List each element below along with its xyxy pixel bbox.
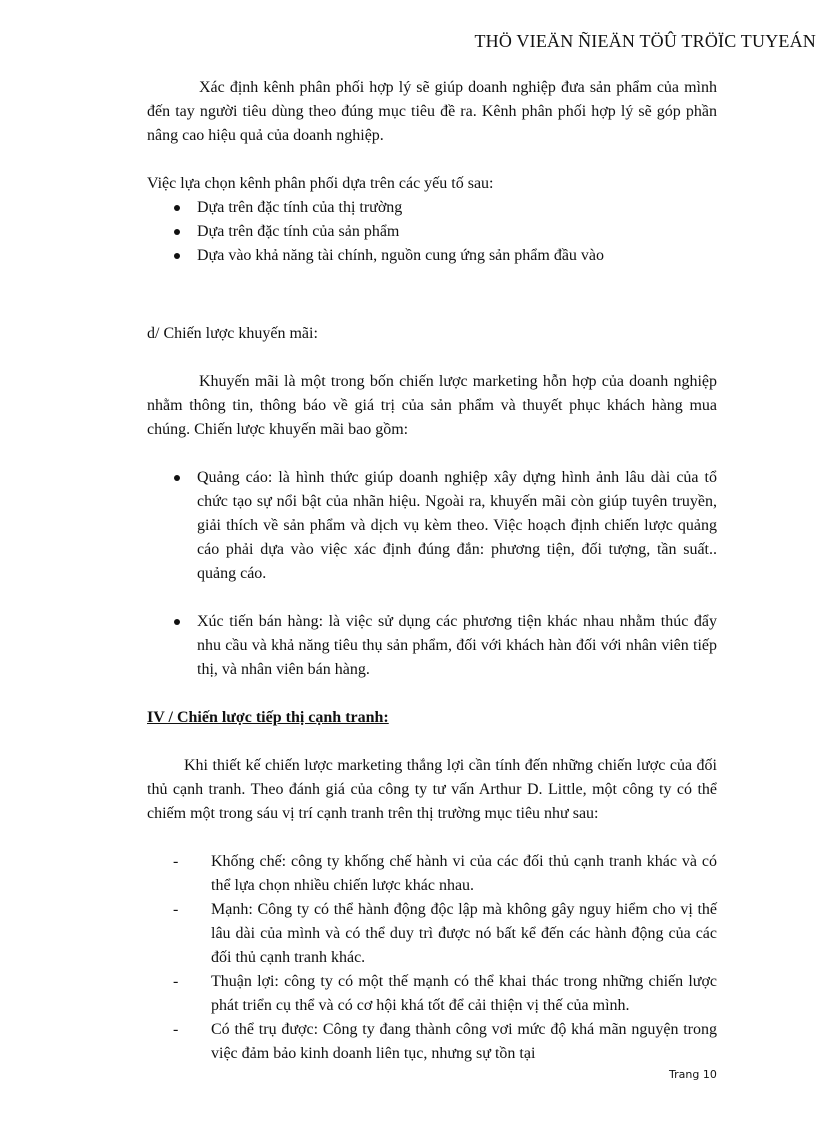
list-item — [147, 850, 717, 898]
page-header-title: THÖ VIEÄN ÑIEÄN TÖÛ TRÖÏC TUYEÁN — [474, 31, 816, 51]
paragraph-channel-selection: Việc lựa chọn kênh phân phối dựa trên các yếu tố sau: — [147, 175, 494, 192]
page-number: Trang 10 — [669, 1068, 717, 1081]
list-item-text: Thuận lợi: công ty có một thế mạnh có thể khai thác trong những chiến lược phát triển cụ thể và có cơ hội khá tốt để cải thiện vị thế của mình. — [211, 973, 717, 1014]
promotion-list — [147, 466, 717, 682]
subheading-promotion: d/ Chiến lược khuyến mãi: — [147, 325, 318, 342]
dash-marker: - — [173, 973, 179, 990]
list-item — [147, 898, 717, 970]
paragraph-promotion: Khuyến mãi là một trong bốn chiến lược marketing hỗn hợp của doanh nghiệp nhằm thông tin, thông báo về giá trị của sản phẩm và thuyết phục khách hàng mua chúng. Chiến lược khuyến mãi bao gồm: — [147, 373, 717, 438]
list-item — [147, 970, 717, 1018]
dash-marker: - — [173, 853, 179, 870]
list-item: Dựa trên đặc tính của sản phẩm — [147, 220, 717, 244]
list-item: Quảng cáo: là hình thức giúp doanh nghiệp xây dựng hình ảnh lâu dài của tổ chức tạo sự nổi bật của nhãn hiệu. Ngoài ra, khuyến mãi còn giúp tuyên truyền, giải thích về sản phẩm và dịch vụ kèm theo. Việc hoạch định chiến lược quảng cáo phải dựa vào việc xác định đúng đắn: phương tiện, đối tượng, tần suất.. quảng cáo. — [147, 466, 717, 586]
channel-factor-list — [147, 196, 717, 268]
dash-marker: - — [173, 1021, 179, 1038]
list-item — [147, 1018, 717, 1066]
list-item-text: Mạnh: Công ty có thể hành động độc lập mà không gây nguy hiểm cho vị thế lâu dài của mình và có thể duy trì được nó bất kể đến các hành động của các đối thủ cạnh tranh khác. — [211, 901, 717, 966]
section-heading-competitive-marketing: IV / Chiến lược tiếp thị cạnh tranh: — [147, 709, 389, 726]
dash-marker: - — [173, 901, 179, 918]
competitive-position-list — [147, 850, 717, 1066]
list-item: Xúc tiến bán hàng: là việc sử dụng các phương tiện khác nhau nhằm thúc đẩy nhu cầu và khả năng tiêu thụ sản phẩm, đối với khách hàn đối với nhân viên tiếp thị, và nhân viên bán hàng. — [147, 610, 717, 682]
paragraph-competitive: Khi thiết kế chiến lược marketing thắng lợi cần tính đến những chiến lược của đối thủ cạnh tranh. Theo đánh giá của công ty tư vấn Arthur D. Little, một công ty có thể chiếm một trong sáu vị trí cạnh tranh trên thị trường mục tiêu như sau: — [147, 757, 717, 822]
document-body — [147, 76, 717, 1066]
list-item-text: Có thể trụ được: Công ty đang thành công vơi mức độ khá mãn nguyện trong việc đảm bảo kinh doanh liên tục, nhưng sự tồn tại — [211, 1021, 717, 1062]
paragraph-distribution-channel: Xác định kênh phân phối hợp lý sẽ giúp doanh nghiệp đưa sản phẩm của mình đến tay người tiêu dùng theo đúng mục tiêu đề ra. Kênh phân phối hợp lý sẽ góp phần nâng cao hiệu quả của doanh nghiệp. — [147, 79, 717, 144]
list-item: Dựa vào khả năng tài chính, nguồn cung ứng sản phẩm đầu vào — [147, 244, 717, 268]
list-item-text: Khống chế: công ty khống chế hành vi của các đối thủ cạnh tranh khác và có thể lựa chọn nhiều chiến lược khác nhau. — [211, 853, 717, 894]
list-item: Dựa trên đặc tính của thị trường — [147, 196, 717, 220]
